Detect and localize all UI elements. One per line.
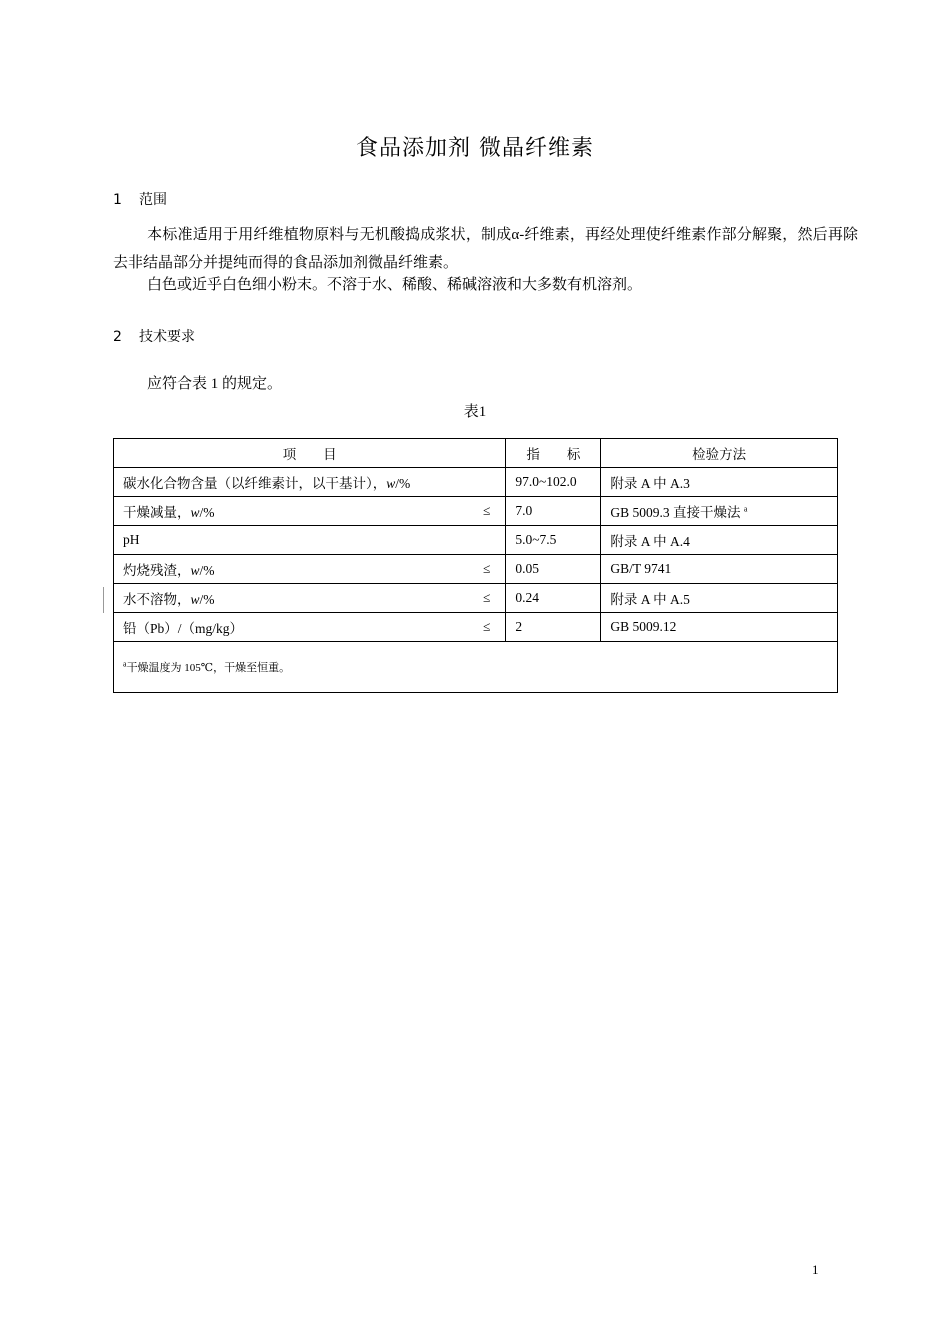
cell-method	[601, 613, 838, 642]
paragraph-text: 本标准适用于用纤维植物原料与无机酸捣成浆状，制成α-纤维素，再经处理使纤维素作部分解聚，然后再除去非结晶部分并提纯而得的食品添加剂微晶纤维素。	[113, 227, 858, 271]
comparison-operator: ≤	[482, 503, 491, 518]
cell-item	[114, 468, 506, 497]
item-name: 碳水化合物含量（以纤维素计，以干基计），w/%	[123, 476, 411, 491]
comparison-operator: ≤	[482, 561, 491, 576]
section-title: 技术要求	[139, 329, 195, 345]
cell-index-value: 0.24	[506, 584, 601, 613]
table-footnote	[114, 642, 838, 693]
table-row	[114, 584, 838, 613]
section-heading-scope	[113, 189, 167, 209]
method-text: GB 5009.12	[610, 619, 677, 634]
scope-paragraph-2	[113, 271, 858, 299]
table-caption: 表1	[463, 404, 487, 420]
cell-method	[601, 468, 838, 497]
table-row	[114, 526, 838, 555]
item-name: 灼烧残渣，w/%	[123, 563, 215, 578]
method-text: GB/T 9741	[610, 561, 672, 576]
cell-method	[601, 584, 838, 613]
footnote-reference: a	[743, 504, 748, 514]
section-number: 2	[113, 329, 122, 345]
cell-item	[114, 613, 506, 642]
specification-table	[113, 438, 838, 693]
paragraph-text: 应符合表 1 的规定。	[147, 376, 283, 392]
cell-item	[114, 555, 506, 584]
revision-marker	[103, 587, 104, 613]
cell-item	[114, 526, 506, 555]
footnote-text: 干燥温度为 105℃，干燥至恒重。	[126, 662, 291, 674]
method-text: 附录 A 中 A.4	[610, 534, 690, 549]
section-heading-technical-requirements	[113, 326, 195, 346]
cell-index-value: 5.0~7.5	[506, 526, 601, 555]
section-number: 1	[113, 192, 122, 208]
cell-item	[114, 584, 506, 613]
header-item: 项 目	[114, 439, 506, 468]
cell-item	[114, 497, 506, 526]
header-method: 检验方法	[601, 439, 838, 468]
table-row	[114, 613, 838, 642]
comparison-operator: ≤	[482, 590, 491, 605]
scope-paragraph-1	[113, 221, 858, 277]
table-row	[114, 468, 838, 497]
cell-method	[601, 526, 838, 555]
table-row	[114, 555, 838, 584]
section-title: 范围	[139, 192, 167, 208]
table-header-row	[114, 439, 838, 468]
method-text: 附录 A 中 A.5	[610, 592, 690, 607]
method-text: 附录 A 中 A.3	[610, 476, 690, 491]
cell-index-value: 97.0~102.0	[506, 468, 601, 497]
header-index: 指 标	[506, 439, 601, 468]
item-name: 水不溶物，w/%	[123, 592, 215, 607]
method-text: GB 5009.3 直接干燥法	[610, 505, 741, 520]
cell-index-value: 0.05	[506, 555, 601, 584]
table-footnote-row	[114, 642, 838, 693]
page-title: 食品添加剂 微晶纤维素	[356, 136, 594, 161]
paragraph-text: 白色或近乎白色细小粉末。不溶于水、稀酸、稀碱溶液和大多数有机溶剂。	[147, 277, 643, 293]
item-name: 铅（Pb）/（mg/kg）	[123, 621, 244, 636]
footnote-mark: a	[123, 659, 127, 669]
cell-method	[601, 555, 838, 584]
requirements-paragraph	[113, 370, 858, 398]
cell-method	[601, 497, 838, 526]
cell-index-value: 7.0	[506, 497, 601, 526]
page-number: 1	[812, 1262, 819, 1277]
cell-index-value: 2	[506, 613, 601, 642]
item-name: pH	[123, 532, 140, 547]
item-name: 干燥减量，w/%	[123, 505, 215, 520]
table-row	[114, 497, 838, 526]
comparison-operator: ≤	[482, 619, 491, 634]
